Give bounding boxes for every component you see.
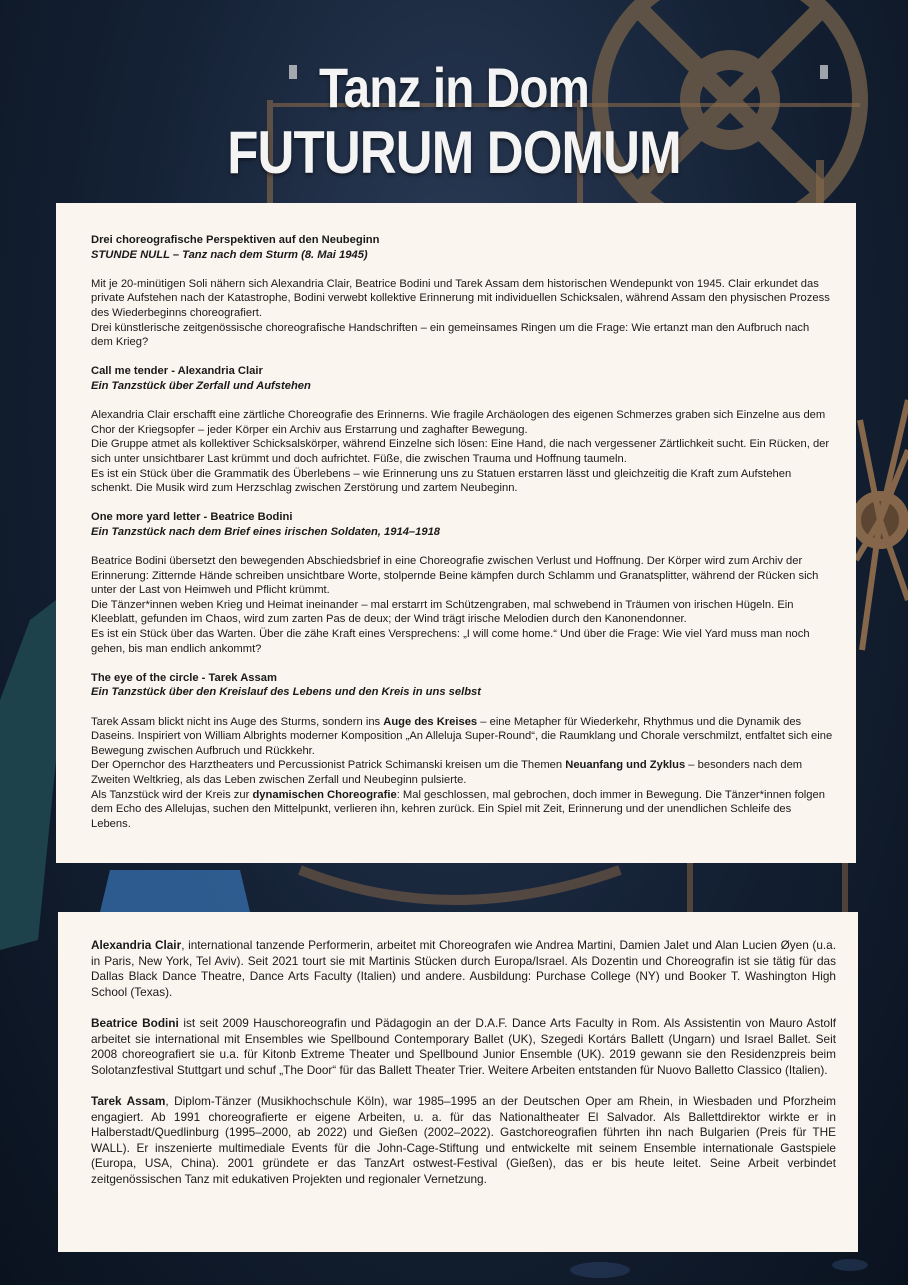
bio-beatrice-bodini [91, 1016, 836, 1078]
bio-bodini-name: Beatrice Bodini [91, 1015, 179, 1030]
bio-assam-name: Tarek Assam [91, 1093, 166, 1108]
piece1-subtitle: Ein Tanzstück über Zerfall und Aufstehen [91, 379, 311, 392]
piece3-subtitle: Ein Tanzstück über den Kreislauf des Lebens und den Kreis in uns selbst [91, 686, 481, 699]
piece2-paragraph-2: Die Tänzer*innen weben Krieg und Heimat ineinander – mal erstarrt im Schützengraben, mal schwebend in Träumen von irischen Hügeln. Ein Kleeblatt, gefunden im Chaos, wird zum zarten Pas de deux; der Wind trägt irische Melodien durch den Kanonendonner. [91, 598, 794, 626]
piece2-subtitle: Ein Tanzstück nach dem Brief eines irischen Soldaten, 1914–1918 [91, 525, 441, 538]
piece3-paragraph-2 [91, 758, 834, 787]
intro-heading: Drei choreografische Perspektiven auf den Neubeginn [91, 234, 380, 246]
piece3-p1-text-a: Tarek Assam blickt nicht ins Auge des Sturms, sondern ins [91, 715, 384, 728]
piece3-title: The eye of the circle - Tarek Assam [91, 671, 277, 684]
bio-alexandria-clair [91, 938, 836, 1000]
intro-paragraph-1: Mit je 20-minütigen Soli nähern sich Alexandria Clair, Beatrice Bodini und Tarek Assam dem historischen Wendepunkt von 1945. Clair erkundet das private Aufstehen nach der Katastrophe, Bodini verwebt kollektive Erinnerung mit individuellen Schicksalen, während Assam den physischen Prozess des Wiederbeginns choreografiert. [91, 277, 830, 319]
intro-subheading: STUNDE NULL – Tanz nach dem Sturm (8. Mai 1945) [91, 248, 368, 261]
piece3-p3-emphasis: dynamischen Choreografie [252, 788, 397, 801]
piece3-p1-emphasis: Auge des Kreises [383, 715, 478, 728]
program-description-card [56, 203, 856, 863]
biographies-card [58, 912, 858, 1252]
piece3-p3-text-a: Als Tanzstück wird der Kreis zur [91, 788, 253, 801]
piece3-p2-text-a: Der Opernchor des Harztheaters und Percussionist Patrick Schimanski kreisen um die Themen [91, 759, 566, 772]
bio-bodini-text: ist seit 2009 Hauschoreografin und Pädagogin an der D.A.F. Dance Arts Faculty in Rom. Als Assistentin von Mauro Astolf arbeitet sie international mit Ensembles wie Spellbound Contemporary Ballet (UK), Szegedi Kortárs Ballett (Ungarn) und Israel Ballet. Seit 2008 choreografiert sie u.a. für Kitonb Extreme Theater und Spellbound Junior Ensemble (UK). 2019 gewann sie den Residenzpreis beim Solotanzfestival Stuttgart und schuf „The Door“ für das Ballett Theater Trier. Weitere Arbeiten entstanden für Nuovo Balletto Classico (Italien). [91, 1015, 837, 1077]
piece3-p2-emphasis: Neuanfang und Zyklus [565, 759, 686, 772]
spoked-wheel-right [856, 400, 908, 650]
piece1-title: Call me tender - Alexandria Clair [91, 365, 263, 378]
bio-assam-text: , Diplom-Tänzer (Musikhochschule Köln), war 1985–1995 an der Deutschen Oper am Rhein, in Wiesbaden und Pforzheim engagiert. Ab 1991 choreografierte er eigene Arbeiten, u. a. für das Nationaltheater El Salvador. Als Ballettdirektor wirkte er in Halberstadt/Quedlinburg (1995–2000, ab 2022) und Gießen (2002–2022). Gastchoreografien führten ihn nach Bulgarien (Preis für THE WALL). Er inszenierte multimediale Events für die John-Cage-Stiftung und entwickelte mit seinem Ensemble internationale Gastspiele (Europa, USA, China). 2001 gründete er das TanzArt ostwest-Festival (Gießen), das er bis heute leitet. Seine Arbeit verbindet zeitgenössischen Tanz mit edukativen Projekten und regionaler Vernetzung. [91, 1093, 836, 1186]
bio-clair-name: Alexandria Clair [91, 938, 182, 952]
piece3-p1-text-c: – eine Metapher für Wiederkehr, Rhythmus und die Dynamik des Daseins. Inspiriert von William Albrights moderner Komposition „An Alleluja Super-Round“, die Raumklang und Chorale verschmilzt, entfaltet sich eine Bewegung zwischen Aufbruch und Rückkehr. [91, 715, 833, 757]
page-title-line-1: Tanz in Dom [318, 56, 590, 119]
piece3-p2-text-c: – besonders nach dem Zweiten Weltkrieg, als das Leben zwischen Zerfall und Neubeginn pulsierte. [91, 759, 803, 786]
piece1-paragraph-2: Die Gruppe atmet als kollektiver Schicksalskörper, während Einzelne sich lösen: Eine Hand, die nach vergessener Zärtlichkeit sucht. Ein Rücken, der sich unter unsichtbarer Last krümmt und doch aufrichtet. Füße, die zwischen Trauma und Hoffnung taumeln. [91, 438, 830, 465]
intro-paragraph-2: Drei künstlerische zeitgenössische choreografische Handschriften – ein gemeinsames Ringen um die Frage: Wie ertanzt man den Aufbruch nach dem Krieg? [91, 321, 810, 349]
piece2-title: One more yard letter - Beatrice Bodini [91, 511, 293, 524]
page-title-line-2: FUTURUM DOMUM [227, 119, 681, 186]
piece3-paragraph-1 [91, 715, 834, 759]
piece1-paragraph-1: Alexandria Clair erschafft eine zärtliche Choreografie des Erinnerns. Wie fragile Archäologen des eigenen Schmerzes graben sich Einzelne aus dem Chor der Kriegsopfer – jeder Körper ein Archiv aus Erstarrung und zaghafter Bewegung. [91, 409, 826, 436]
bio-tarek-assam [91, 1094, 836, 1188]
piece2-paragraph-1: Beatrice Bodini übersetzt den bewegenden Abschiedsbrief in eine Choreografie zwischen Verlust und Hoffnung. Der Körper wird zum Archiv der Erinnerung: Zitternde Hände schreiben unsichtbare Worte, stolpernde Beine kämpfen durch Schlamm und Granatsplitter, während der Rücken sich unter der Last von Heimweh und Pflicht krümmt. [91, 555, 819, 597]
piece3-paragraph-3 [91, 788, 834, 832]
piece3-p3-text-c: : Mal geschlossen, mal gebrochen, doch immer in Bewegung. Die Tänzer*innen folgen dem Echo des Allelujas, suchen den Mittelpunkt, verlieren ihn, kehren zurück. Ein Spiel mit Zeit, Erinnerung und der unendlichen Schleife des Lebens. [91, 788, 825, 830]
piece1-paragraph-3: Es ist ein Stück über die Grammatik des Überlebens – wie Erinnerung uns zu Statuen erstarren lässt und gleichzeitig die Kraft zum Aufstehen schenkt. Die Musik wird zum Herzschlag zwischen Zerstörung und zartem Neubeginn. [91, 467, 792, 495]
piece2-paragraph-3: Es ist ein Stück über das Warten. Über die zähe Kraft eines Versprechens: „I will come home.“ Und über die Frage: Wie viel Yard muss man noch gehen, bis man endlich ankommt? [91, 628, 810, 655]
bio-clair-text: , international tanzende Performerin, arbeitet mit Choreografen wie Andrea Martini, Damien Jalet und Alan Lucien Øyen (u.a. in Paris, New York, Tel Aviv). Seit 2021 tourt sie mit Martinis Stücken durch Europa/Israel. Als Dozentin und Choreografin ist sie tätig für das Dallas Black Dance Theatre, Dance Arts Faculty (Italien) und andere. Ausbildung: Purchase College (NY) und Booker T. Washington High School (Texas). [91, 938, 837, 999]
